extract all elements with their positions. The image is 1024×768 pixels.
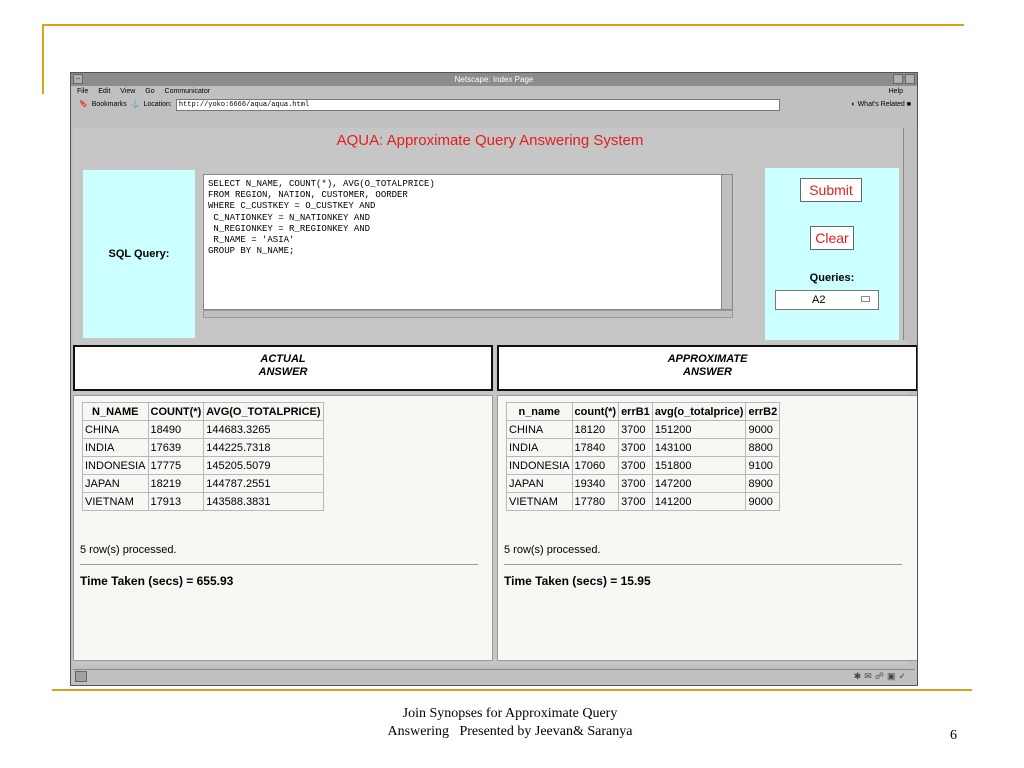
table-cell: VIETNAM bbox=[507, 493, 573, 511]
page-vertical-scrollbar[interactable] bbox=[903, 128, 914, 340]
table-cell: 17639 bbox=[148, 439, 204, 457]
table-row bbox=[83, 475, 324, 493]
menu-go[interactable]: Go bbox=[145, 88, 155, 95]
bookmarks-button[interactable]: Bookmarks bbox=[91, 101, 127, 108]
queries-select[interactable] bbox=[775, 290, 879, 310]
divider bbox=[504, 564, 902, 565]
table-cell: 17060 bbox=[572, 457, 619, 475]
column-header: AVG(O_TOTALPRICE) bbox=[204, 403, 323, 421]
table-cell: INDIA bbox=[507, 439, 573, 457]
table-cell: JAPAN bbox=[507, 475, 573, 493]
table-cell: 9000 bbox=[746, 493, 780, 511]
table-row bbox=[507, 439, 780, 457]
table-cell: 151200 bbox=[652, 421, 746, 439]
column-header: n_name bbox=[507, 403, 573, 421]
table-cell: 143100 bbox=[652, 439, 746, 457]
table-row bbox=[83, 439, 324, 457]
bookmark-icon[interactable]: 🔖 bbox=[79, 101, 88, 108]
table-cell: INDONESIA bbox=[507, 457, 573, 475]
table-cell: 17840 bbox=[572, 439, 619, 457]
menu-file[interactable]: File bbox=[77, 88, 89, 95]
sql-horizontal-scrollbar[interactable] bbox=[203, 310, 733, 318]
composer-icon[interactable]: ▣ bbox=[886, 671, 899, 681]
table-cell: 17780 bbox=[572, 493, 619, 511]
queries-label: Queries: bbox=[809, 272, 855, 284]
check-icon[interactable]: ✓ bbox=[898, 671, 909, 681]
approximate-answer-pane[interactable] bbox=[497, 395, 918, 661]
window-menu-icon[interactable]: – bbox=[73, 74, 83, 84]
maximize-icon[interactable] bbox=[905, 74, 915, 84]
divider bbox=[80, 564, 478, 565]
netscape-logo-icon: ■ bbox=[906, 101, 911, 108]
table-cell: 17913 bbox=[148, 493, 204, 511]
actual-rows-processed: 5 row(s) processed. bbox=[80, 544, 177, 556]
table-cell: 141200 bbox=[652, 493, 746, 511]
column-header: COUNT(*) bbox=[148, 403, 204, 421]
actual-results-table bbox=[82, 402, 324, 511]
security-lock-icon[interactable] bbox=[75, 671, 87, 682]
page-number: 6 bbox=[950, 728, 957, 743]
navigator-icon[interactable]: ✱ bbox=[853, 671, 865, 681]
clear-button[interactable]: Clear bbox=[810, 226, 854, 250]
footer-line1: Join Synopses for Approximate Query bbox=[402, 706, 618, 721]
table-cell: 3700 bbox=[619, 439, 653, 457]
table-cell: VIETNAM bbox=[83, 493, 149, 511]
slide-left-rule bbox=[42, 24, 44, 94]
footer-line2: Answering Presented by Jeevan& Saranya bbox=[387, 724, 633, 739]
table-row bbox=[507, 457, 780, 475]
table-cell: 9100 bbox=[746, 457, 780, 475]
table-cell: 8900 bbox=[746, 475, 780, 493]
window-title: Netscape: Index Page bbox=[454, 75, 534, 84]
approx-header-line1: APPROXIMATE bbox=[667, 353, 748, 365]
table-cell: CHINA bbox=[507, 421, 573, 439]
sql-query-text: SELECT N_NAME, COUNT(*), AVG(O_TOTALPRICE) FROM REGION, NATION, CUSTOMER, OORDER WHERE C_CUSTKEY = O_CUSTKEY AND C_NATIONKEY = N_NATIONKEY AND N_REGIONKEY = R_REGIONKEY AND R_NAME = 'ASIA' GROUP BY N_NAME; bbox=[208, 179, 435, 257]
table-cell: 145205.5079 bbox=[204, 457, 323, 475]
table-cell: CHINA bbox=[83, 421, 149, 439]
column-header: N_NAME bbox=[83, 403, 149, 421]
page-title: AQUA: Approximate Query Answering System bbox=[336, 132, 644, 149]
approx-rows-processed: 5 row(s) processed. bbox=[504, 544, 601, 556]
column-header: errB1 bbox=[619, 403, 653, 421]
table-cell: 9000 bbox=[746, 421, 780, 439]
table-cell: INDIA bbox=[83, 439, 149, 457]
location-icon: ⚓ bbox=[130, 101, 140, 108]
table-cell: 3700 bbox=[619, 475, 653, 493]
sql-query-textarea[interactable] bbox=[203, 174, 733, 310]
column-header: avg(o_totalprice) bbox=[652, 403, 746, 421]
menu-communicator[interactable]: Communicator bbox=[164, 88, 211, 95]
control-panel bbox=[765, 168, 899, 340]
component-bar[interactable] bbox=[854, 671, 909, 682]
table-header-row bbox=[83, 403, 324, 421]
table-cell: 8800 bbox=[746, 439, 780, 457]
table-cell: 144683.3265 bbox=[204, 421, 323, 439]
location-bar bbox=[71, 98, 917, 112]
table-cell: 147200 bbox=[652, 475, 746, 493]
sql-label: SQL Query: bbox=[108, 248, 170, 260]
title-bar bbox=[71, 73, 917, 86]
location-label: Location: bbox=[143, 101, 172, 108]
table-cell: 151800 bbox=[652, 457, 746, 475]
slide-bottom-rule bbox=[52, 689, 972, 691]
table-cell: 18120 bbox=[572, 421, 619, 439]
table-cell: 144225.7318 bbox=[204, 439, 323, 457]
table-row bbox=[507, 475, 780, 493]
actual-answer-header bbox=[73, 345, 493, 391]
toolbar-grip[interactable] bbox=[71, 112, 917, 118]
submit-button[interactable]: Submit bbox=[800, 178, 862, 202]
whats-related-button[interactable] bbox=[851, 98, 911, 112]
browser-window bbox=[70, 72, 918, 686]
table-cell: 3700 bbox=[619, 421, 653, 439]
table-row bbox=[507, 493, 780, 511]
mail-icon[interactable]: ✉ bbox=[864, 671, 875, 681]
approx-header-line2: ANSWER bbox=[683, 366, 732, 378]
url-field[interactable]: http://yoko:6666/aqua/aqua.html bbox=[176, 99, 780, 111]
sql-vertical-scrollbar[interactable] bbox=[721, 175, 732, 309]
table-cell: 18490 bbox=[148, 421, 204, 439]
table-header-row bbox=[507, 403, 780, 421]
minimize-icon[interactable] bbox=[893, 74, 903, 84]
approx-results-table bbox=[506, 402, 780, 511]
column-header: errB2 bbox=[746, 403, 780, 421]
table-cell: 144787.2551 bbox=[204, 475, 323, 493]
table-row bbox=[83, 421, 324, 439]
table-cell: INDONESIA bbox=[83, 457, 149, 475]
menu-edit[interactable]: Edit bbox=[98, 88, 111, 95]
actual-header-line1: ACTUAL bbox=[260, 353, 306, 365]
table-cell: JAPAN bbox=[83, 475, 149, 493]
table-row bbox=[507, 421, 780, 439]
sql-label-panel bbox=[83, 170, 195, 338]
table-cell: 3700 bbox=[619, 457, 653, 475]
discussion-icon[interactable]: ☍ bbox=[874, 671, 887, 681]
actual-header-line2: ANSWER bbox=[258, 366, 308, 378]
slide-top-rule bbox=[42, 24, 964, 26]
actual-answer-pane[interactable] bbox=[73, 395, 493, 661]
page-content bbox=[73, 128, 907, 665]
queries-selected-value: A2 bbox=[812, 294, 826, 306]
table-cell: 143588.3831 bbox=[204, 493, 323, 511]
option-menu-icon bbox=[861, 296, 870, 302]
approx-time-taken: Time Taken (secs) = 15.95 bbox=[504, 574, 651, 588]
table-cell: 19340 bbox=[572, 475, 619, 493]
status-bar bbox=[73, 669, 915, 684]
approximate-answer-header bbox=[497, 345, 918, 391]
slide-footer bbox=[340, 705, 680, 741]
table-row bbox=[83, 457, 324, 475]
table-cell: 17775 bbox=[148, 457, 204, 475]
related-icon: ◐ bbox=[851, 101, 856, 108]
menu-help[interactable]: Help bbox=[888, 88, 903, 95]
column-header: count(*) bbox=[572, 403, 619, 421]
menu-bar bbox=[71, 86, 917, 98]
table-cell: 18219 bbox=[148, 475, 204, 493]
whats-related-label: What's Related bbox=[857, 101, 905, 108]
actual-time-taken: Time Taken (secs) = 655.93 bbox=[80, 574, 234, 588]
table-cell: 3700 bbox=[619, 493, 653, 511]
menu-view[interactable]: View bbox=[120, 88, 136, 95]
table-row bbox=[83, 493, 324, 511]
